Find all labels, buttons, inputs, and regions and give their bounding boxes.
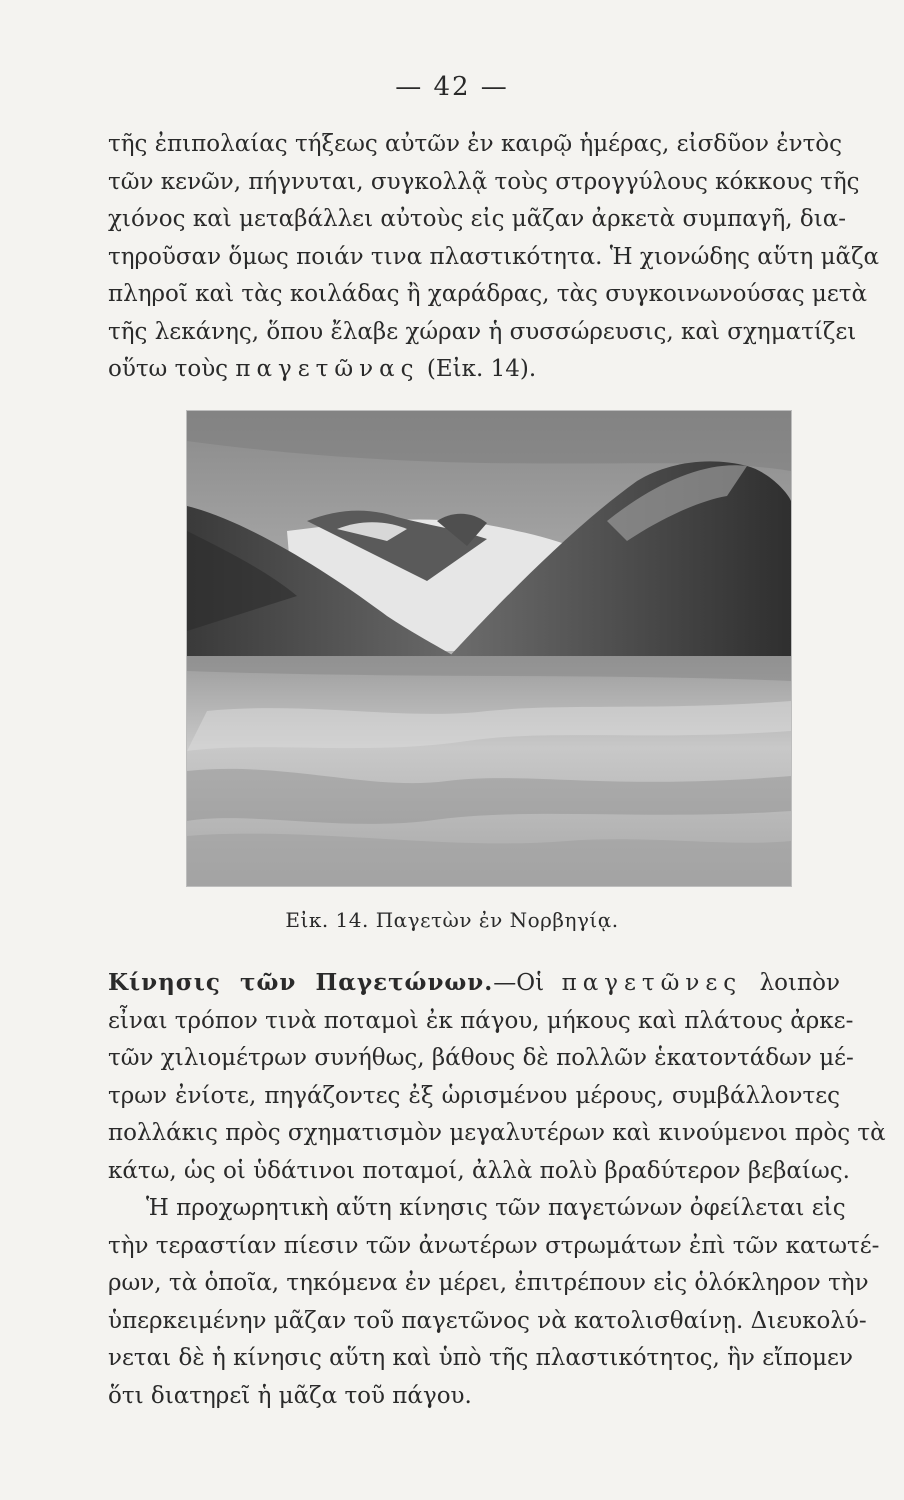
text-line: κάτω, ὡς οἱ ὑδάτινοι ποταμοί, ἀλλὰ πολὺ βραδύτερον βεβαίως.: [108, 1157, 850, 1184]
text-line: ὅτι διατηρεῖ ἡ μᾶζα τοῦ πάγου.: [108, 1382, 472, 1409]
figure-caption: Εἰκ. 14. Παγετὼν ἐν Νορβηγίᾳ.: [285, 908, 619, 932]
paragraph-1: [108, 126, 880, 389]
text-fragment: οὕτω τοὺς: [108, 356, 229, 382]
text-line: τῆς λεκάνης, ὅπου ἔλαβε χώραν ἡ συσσώρευσις, καὶ σχηματίζει: [108, 318, 857, 345]
text-fragment: —Οἱ: [493, 970, 545, 996]
text-line: [108, 964, 840, 1003]
text-line: πολλάκις πρὸς σχηματισμὸν μεγαλυτέρων καὶ κινούμενοι πρὸς τὰ: [108, 1120, 886, 1146]
text-line: χιόνος καὶ μεταβάλλει αὐτοὺς εἰς μᾶζαν ἀρκετὰ συμπαγῆ, δια-: [108, 206, 847, 232]
text-line: ρων, τὰ ὁποῖα, τηκόμενα ἐν μέρει, ἐπιτρέπουν εἰς ὁλόκληρον τὴν: [108, 1270, 869, 1296]
text-line: νεται δὲ ἡ κίνησις αὕτη καὶ ὑπὸ τῆς πλαστικότητος, ἣν εἴπομεν: [108, 1345, 853, 1371]
text-line: τηροῦσαν ὅμως ποιάν τινα πλαστικότητα. Ἡ χιονώδης αὕτη μᾶζα: [108, 243, 880, 270]
text-line: τὴν τεραστίαν πίεσιν τῶν ἀνωτέρων στρωμάτων ἐπὶ τῶν κατωτέ-: [108, 1232, 880, 1259]
text-line: τρων ἐνίοτε, πηγάζοντες ἐξ ὡρισμένου μέρους, συμβάλλοντες: [108, 1082, 840, 1109]
section-heading: Κίνησις τῶν Παγετώνων.: [108, 969, 494, 996]
text-line: ὑπερκειμένην μᾶζαν τοῦ παγετῶνος νὰ κατολισθαίνῃ. Διευκολύ-: [108, 1307, 867, 1334]
paragraph-3: [108, 1190, 880, 1415]
page-number: — 42 —: [395, 72, 509, 102]
section-paragraph: [108, 964, 886, 1190]
text-line: [108, 351, 840, 389]
text-line: Ἡ προχωρητικὴ αὕτη κίνησις τῶν παγετώνων ὀφείλεται εἰς: [146, 1195, 846, 1221]
text-line: εἶναι τρόπον τινὰ ποταμοὶ ἐκ πάγου, μήκους καὶ πλάτους ἀρκε-: [108, 1007, 854, 1034]
text-fragment: λοιπὸν: [759, 970, 840, 996]
text-line: τῆς ἐπιπολαίας τήξεως αὐτῶν ἐν καιρῷ ἡμέρας, εἰσδῦον ἐντὸς: [108, 131, 843, 157]
text-line: τῶν κενῶν, πήγνυται, συγκολλᾷ τοὺς στρογγύλους κόκκους τῆς: [108, 168, 860, 195]
figure-reference: (Εἰκ. 14).: [426, 356, 537, 382]
emphasized-term: παγετῶνες: [561, 970, 743, 996]
emphasized-term: παγετῶνας: [235, 356, 420, 382]
glacier-photograph: [186, 410, 792, 887]
text-line: πληροῖ καὶ τὰς κοιλάδας ἢ χαράδρας, τὰς συγκοινωνούσας μετὰ: [108, 281, 867, 307]
text-line: τῶν χιλιομέτρων συνήθως, βάθους δὲ πολλῶν ἑκατοντάδων μέ-: [108, 1045, 854, 1071]
